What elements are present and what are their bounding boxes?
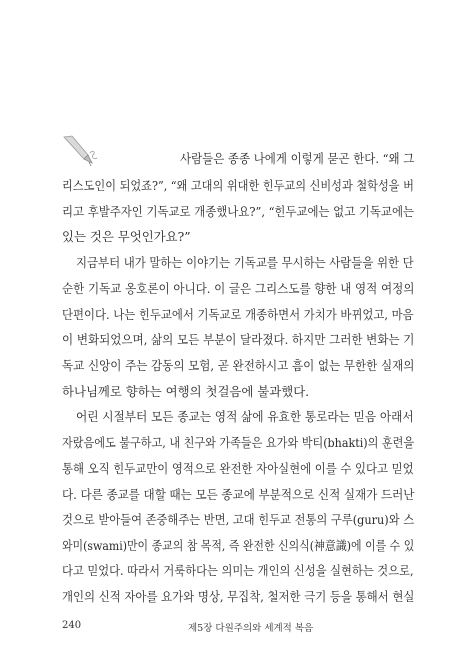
text-line: 사람들은 종종 나에게 이렇게 묻곤 한다. “왜 그 [180,151,415,166]
text-line: 리스도인이 되었죠?”, “왜 고대의 위대한 힌두교의 신비성과 철학성을 버 [62,178,414,193]
text-line: 순한 기독교 옹호론이 아니다. 이 글은 그리스도를 향한 내 영적 여정의 [62,281,415,296]
text-line: 지금부터 내가 말하는 이야기는 기독교를 무시하는 사람들을 위한 단 [76,255,414,270]
text-line: 개인의 신적 자아를 요가와 명상, 무집착, 철저한 극기 등을 통해서 현실 [62,589,415,604]
fountain-pen-icon [60,133,100,169]
text-line: 와미(swami)만이 종교의 참 목적, 즉 완전한 신의식(神意識)에 이를 수 있 [62,538,415,553]
text-line: 리고 후발주자인 기독교로 개종했나요?”, “힌두교에는 없고 기독교에는 [62,204,415,219]
text-line: 독교 신앙이 주는 감동의 모험, 곧 완전하시고 흠이 없는 무한한 실재의 [62,358,415,373]
text-line: 통해 오직 힌두교만이 영적으로 완전한 자아실현에 이를 수 있다고 믿었 [62,461,414,476]
text-line: 하나님께로 향하는 여행의 첫걸음에 불과했다. [62,384,310,399]
text-line: 자랐음에도 불구하고, 내 친구와 가족들은 요가와 박티(bhakti)의 훈련을 [62,435,415,450]
running-title: 제5장 다원주의와 세계적 복음 [188,623,314,634]
text-line: 어린 시절부터 모든 종교는 영적 삶에 유효한 통로라는 믿음 아래서 [76,409,414,424]
text-line: 다고 믿었다. 따라서 거룩하다는 의미는 개인의 신성을 실현하는 것으로, [62,563,414,578]
text-line: 것으로 받아들여 존중해주는 반면, 고대 힌두교 전통의 구루(guru)와 스 [62,512,415,527]
text-line: 다. 다른 종교를 대할 때는 모든 종교에 부분적으로 신적 실재가 드러난 [62,487,415,502]
text-line: 이 변화되었으며, 삶의 모든 부분이 달라졌다. 하지만 그러한 변화는 기 [62,332,415,347]
page-number: 240 [62,620,82,631]
text-line: 단편이다. 나는 힌두교에서 기독교로 개종하면서 가치가 바뀌었고, 마음 [62,307,414,322]
text-line: 있는 것은 무엇인가요?” [62,229,191,244]
